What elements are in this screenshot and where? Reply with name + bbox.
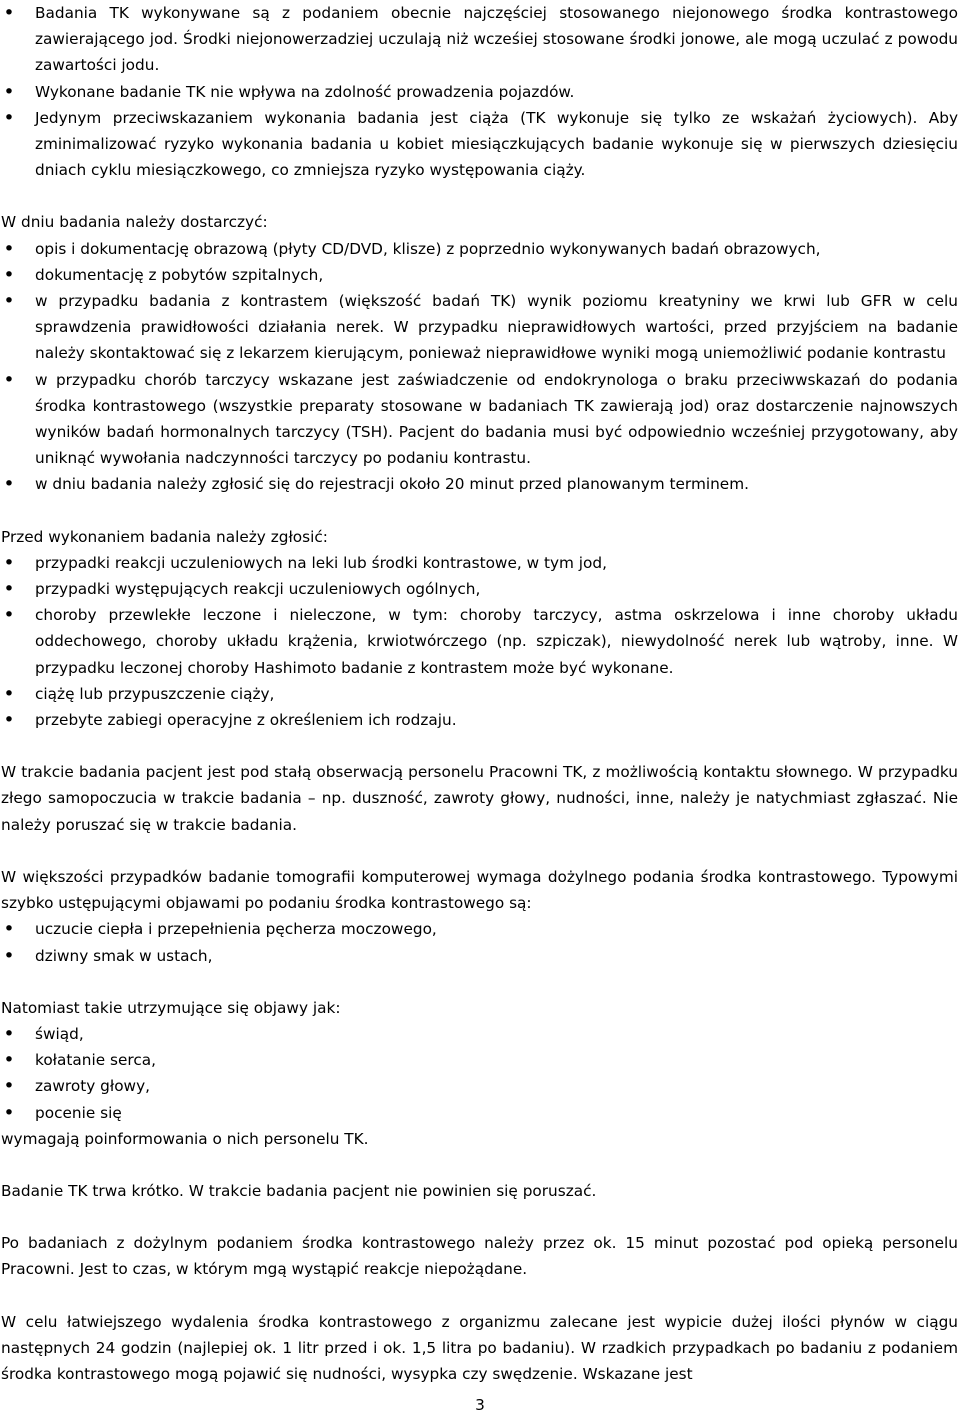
paragraph: Przed wykonaniem badania należy zgłosić: bbox=[1, 527, 328, 546]
paragraph: Natomiast takie utrzymujące się objawy jak: bbox=[1, 998, 341, 1017]
bullet-icon: • bbox=[3, 1022, 15, 1045]
list-item bbox=[0, 943, 960, 969]
list-item-text: ciążę lub przypuszczenie ciąży, bbox=[35, 684, 275, 703]
list-item bbox=[0, 916, 960, 942]
bullet-list bbox=[0, 916, 960, 968]
list-item bbox=[0, 1047, 960, 1073]
paragraph-spacer bbox=[0, 838, 960, 864]
paragraph: wymagają poinformowania o nich personelu TK. bbox=[1, 1129, 369, 1148]
list-item-text: zawroty głowy, bbox=[35, 1077, 150, 1096]
bullet-icon: • bbox=[3, 473, 15, 496]
paragraph-spacer bbox=[0, 1152, 960, 1178]
list-item bbox=[0, 288, 960, 367]
list-item-text: dziwny smak w ustach, bbox=[35, 946, 213, 965]
list-item-text: dokumentację z pobytów szpitalnych, bbox=[35, 265, 324, 284]
bullet-list bbox=[0, 0, 960, 183]
paragraph-spacer bbox=[0, 969, 960, 995]
list-item bbox=[0, 0, 960, 79]
paragraph-spacer bbox=[0, 1283, 960, 1309]
list-item-text: opis i dokumentację obrazową (płyty CD/DVD, klisze) z poprzednio wykonywanych badań obrazowych, bbox=[35, 239, 821, 258]
bullet-icon: • bbox=[3, 1049, 15, 1072]
list-item-text: choroby przewlekłe leczone i nieleczone, w tym: choroby tarczycy, astma oskrzelowa i inne choroby układu oddechowego, choroby układu krążenia, krwiotwórczego (np. szpiczak), niewydolność nerek lub wątroby, inne. W przypadku leczonej choroby Hashimoto badanie z kontrastem może być wykonane. bbox=[35, 606, 958, 677]
list-item-text: przypadki występujących reakcji uczuleniowych ogólnych, bbox=[35, 580, 481, 599]
bullet-icon: • bbox=[3, 604, 15, 627]
list-item-text: pocenie się bbox=[35, 1103, 122, 1122]
list-item bbox=[0, 1100, 960, 1126]
bullet-icon: • bbox=[3, 1075, 15, 1098]
paragraph: W trakcie badania pacjent jest pod stałą obserwacją personelu Pracowni TK, z możliwością kontaktu słownego. W przypadku złego samopoczucia w trakcie badania – np. duszność, zawroty głowy, nudności, inne, należy je natychmiast zgłaszać. Nie należy poruszać się w trakcie badania. bbox=[1, 763, 958, 834]
paragraph: W dniu badania należy dostarczyć: bbox=[1, 213, 268, 232]
list-item-text: Badania TK wykonywane są z podaniem obecnie najczęściej stosowanego niejonowego środka kontrastowego zawierającego jod. Środki niejonowerzadziej uczulają niż wcześiej stosowane środki jonowe, ale mogą uczulać z powodu zawartości jodu. bbox=[35, 4, 958, 75]
bullet-list bbox=[0, 550, 960, 733]
list-item bbox=[0, 1021, 960, 1047]
list-item bbox=[0, 236, 960, 262]
list-item bbox=[0, 471, 960, 497]
bullet-icon: • bbox=[3, 368, 15, 391]
list-item-text: świąd, bbox=[35, 1024, 84, 1043]
bullet-icon: • bbox=[3, 944, 15, 967]
bullet-icon: • bbox=[3, 80, 15, 103]
list-item-text: w przypadku badania z kontrastem (większość badań TK) wynik poziomu kreatyniny we krwi lub GFR w celu sprawdzenia prawidłowości działania nerek. W przypadku nieprawidłowych wartości, przed przyjściem na badanie należy skontaktować się z lekarzem kierującym, ponieważ nieprawidłowe wyniki mogą uniemożliwić podanie kontrastu bbox=[35, 292, 958, 363]
list-item-text: przebyte zabiegi operacyjne z określeniem ich rodzaju. bbox=[35, 711, 457, 730]
list-item-text: w dniu badania należy zgłosić się do rejestracji około 20 minut przed planowanym terminem. bbox=[35, 475, 749, 494]
bullet-icon: • bbox=[3, 918, 15, 941]
list-item bbox=[0, 550, 960, 576]
list-item-text: kołatanie serca, bbox=[35, 1051, 156, 1070]
list-item bbox=[0, 105, 960, 184]
paragraph-spacer bbox=[0, 183, 960, 209]
list-item bbox=[0, 367, 960, 472]
bullet-icon: • bbox=[3, 709, 15, 732]
bullet-icon: • bbox=[3, 1101, 15, 1124]
list-item bbox=[0, 79, 960, 105]
bullet-icon: • bbox=[3, 106, 15, 129]
bullet-icon: • bbox=[3, 290, 15, 313]
bullet-icon: • bbox=[3, 578, 15, 601]
paragraph: W celu łatwiejszego wydalenia środka kontrastowego z organizmu zalecane jest wypicie dużej ilości płynów w ciągu następnych 24 godzin (najlepiej ok. 1 litr przed i ok. 1,5 litra po badaniu). W rzadkich przypadkach po badaniu z podaniem środka kontrastowego mogą pojawić się nudności, wysypka czy swędzenie. Wskazane jest bbox=[1, 1312, 958, 1383]
bullet-icon: • bbox=[3, 2, 15, 24]
list-item bbox=[0, 262, 960, 288]
list-item bbox=[0, 576, 960, 602]
paragraph-spacer bbox=[0, 1204, 960, 1230]
bullet-icon: • bbox=[3, 682, 15, 705]
list-item-text: w przypadku chorób tarczycy wskazane jest zaświadczenie od endokrynologa o braku przeciwwskazań do podania środka kontrastowego (wszystkie preparaty stosowane w badaniach TK zawierają jod) oraz dostarczenie najnowszych wyników badań hormonalnych tarczycy (TSH). Pacjent do badania musi być odpowiednio wcześniej przygotowany, aby uniknąć wywołania nadczynności tarczycy po podaniu kontrastu. bbox=[35, 370, 958, 468]
bullet-icon: • bbox=[3, 237, 15, 260]
paragraph-spacer bbox=[0, 498, 960, 524]
bullet-list bbox=[0, 1021, 960, 1126]
list-item-text: Wykonane badanie TK nie wpływa na zdolność prowadzenia pojazdów. bbox=[35, 82, 575, 101]
page-number: 3 bbox=[475, 1396, 485, 1414]
bullet-icon: • bbox=[3, 263, 15, 286]
list-item-text: uczucie ciepła i przepełnienia pęcherza moczowego, bbox=[35, 920, 437, 939]
paragraph: Po badaniach z dożylnym podaniem środka kontrastowego należy przez ok. 15 minut pozostać pod opieką personelu Pracowni. Jest to czas, w którym mgą wystąpić reakcje niepożądane. bbox=[1, 1234, 958, 1279]
list-item-text: Jedynym przeciwskazaniem wykonania badania jest ciąża (TK wykonuje się tylko ze wskażań życiowych). Aby zminimalizować ryzyko wykonania badania u kobiet miesiączkujących badanie wykonuje się w pierwszych dziesięciu dniach cyklu miesiączkowego, co zmniejsza ryzyko występowania ciąży. bbox=[35, 108, 958, 180]
bullet-list bbox=[0, 236, 960, 498]
list-item bbox=[0, 707, 960, 733]
paragraph: Badanie TK trwa krótko. W trakcie badania pacjent nie powinien się poruszać. bbox=[1, 1181, 597, 1200]
list-item bbox=[0, 602, 960, 681]
list-item bbox=[0, 681, 960, 707]
paragraph-spacer bbox=[0, 733, 960, 759]
paragraph: W większości przypadków badanie tomografii komputerowej wymaga dożylnego podania środka kontrastowego. Typowymi szybko ustępującymi objawami po podaniu środka kontrastowego są: bbox=[1, 867, 958, 913]
list-item bbox=[0, 1073, 960, 1099]
list-item-text: przypadki reakcji uczuleniowych na leki lub środki kontrastowe, w tym jod, bbox=[35, 553, 607, 572]
bullet-icon: • bbox=[3, 551, 15, 574]
